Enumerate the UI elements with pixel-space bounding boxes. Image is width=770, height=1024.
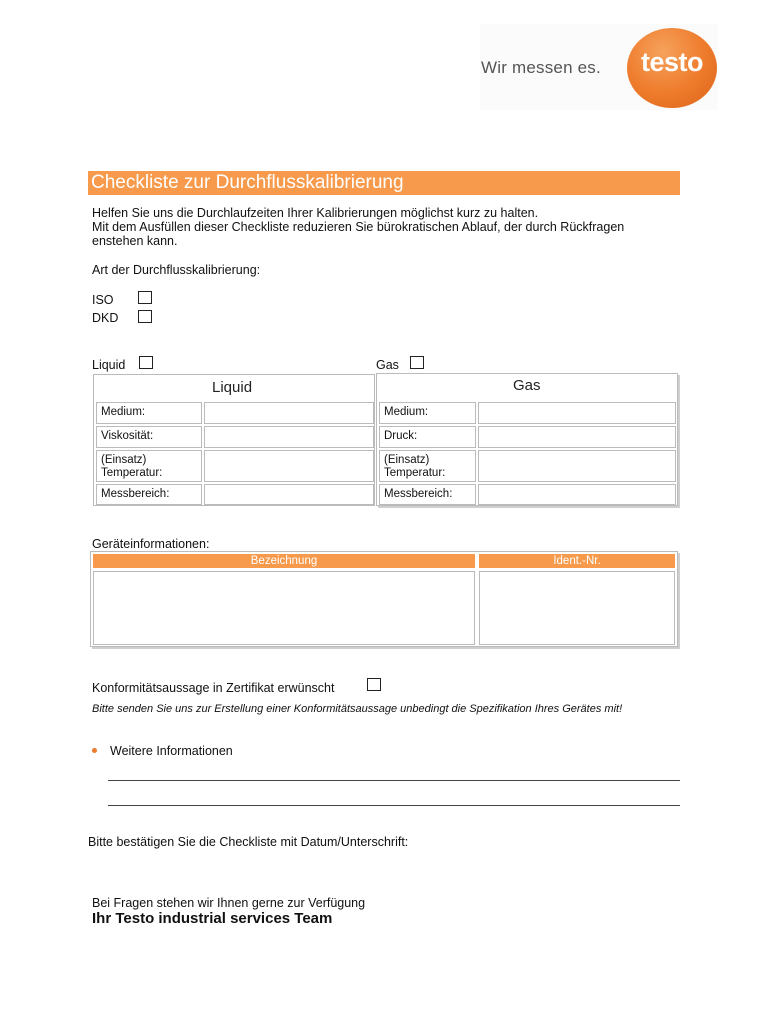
liquid-viscosity-label: Viskosität:: [96, 426, 202, 448]
gas-range-input[interactable]: [478, 484, 676, 505]
liquid-temperature-label: (Einsatz) Temperatur:: [96, 450, 202, 482]
designation-input[interactable]: [93, 571, 475, 645]
option-dkd-label: DKD: [92, 311, 119, 325]
ident-number-header: Ident.-Nr.: [479, 554, 675, 568]
confirm-text: Bitte bestätigen Sie die Checkliste mit Datum/Unterschrift:: [88, 835, 409, 849]
further-info-label: Weitere Informationen: [110, 744, 233, 758]
conformity-checkbox[interactable]: [367, 678, 381, 691]
liquid-checkbox[interactable]: [139, 356, 153, 369]
intro-line-1: Helfen Sie uns die Durchlaufzeiten Ihrer Kalibrierungen möglichst kurz zu halten.: [92, 206, 539, 220]
gas-temperature-label: (Einsatz) Temperatur:: [379, 450, 476, 482]
gas-table: [376, 373, 678, 506]
dkd-checkbox[interactable]: [138, 310, 152, 323]
ident-number-input[interactable]: [479, 571, 675, 645]
liquid-temperature-input[interactable]: [204, 450, 374, 482]
tagline: Wir messen es.: [481, 58, 601, 77]
liquid-medium-input[interactable]: [204, 402, 374, 424]
designation-header: Bezeichnung: [93, 554, 475, 568]
intro-line-3: enstehen kann.: [92, 234, 178, 248]
gas-pressure-label: Druck:: [379, 426, 476, 448]
gas-medium-label: Medium:: [379, 402, 476, 424]
further-info-line-2[interactable]: [108, 805, 680, 806]
liquid-choice-label: Liquid: [92, 358, 126, 372]
team-signature: Ihr Testo industrial services Team: [92, 910, 333, 927]
page-title: Checkliste zur Durchflusskalibrierung: [88, 171, 680, 195]
gas-medium-input[interactable]: [478, 402, 676, 424]
iso-checkbox[interactable]: [138, 291, 152, 304]
liquid-range-input[interactable]: [204, 484, 374, 505]
gas-pressure-input[interactable]: [478, 426, 676, 448]
conformity-note: Bitte senden Sie uns zur Erstellung einer Konformitätsaussage unbedingt die Spezifikation Ihres Gerätes mit!: [92, 703, 623, 715]
bullet-icon: [92, 748, 97, 753]
further-info-line-1[interactable]: [108, 780, 680, 781]
liquid-table-heading: Liquid: [212, 379, 253, 396]
liquid-viscosity-input[interactable]: [204, 426, 374, 448]
device-info-label: Geräteinformationen:: [92, 537, 210, 551]
liquid-medium-label: Medium:: [96, 402, 202, 424]
device-info-table: [90, 551, 678, 647]
calibration-type-label: Art der Durchflusskalibrierung:: [92, 263, 261, 277]
logo-text: testo: [640, 47, 703, 77]
gas-range-label: Messbereich:: [379, 484, 476, 505]
intro-line-2: Mit dem Ausfüllen dieser Checkliste reduzieren Sie bürokratischen Ablauf, der durch Rückfragen: [92, 220, 625, 234]
gas-temperature-input[interactable]: [478, 450, 676, 482]
questions-text: Bei Fragen stehen wir Ihnen gerne zur Verfügung: [92, 896, 366, 910]
gas-choice-label: Gas: [376, 358, 399, 372]
conformity-label: Konformitätsaussage in Zertifikat erwünscht: [92, 681, 335, 695]
liquid-range-label: Messbereich:: [96, 484, 202, 505]
liquid-table: [93, 374, 375, 506]
gas-checkbox[interactable]: [410, 356, 424, 369]
gas-table-heading: Gas: [513, 377, 541, 394]
option-iso-label: ISO: [92, 293, 114, 307]
